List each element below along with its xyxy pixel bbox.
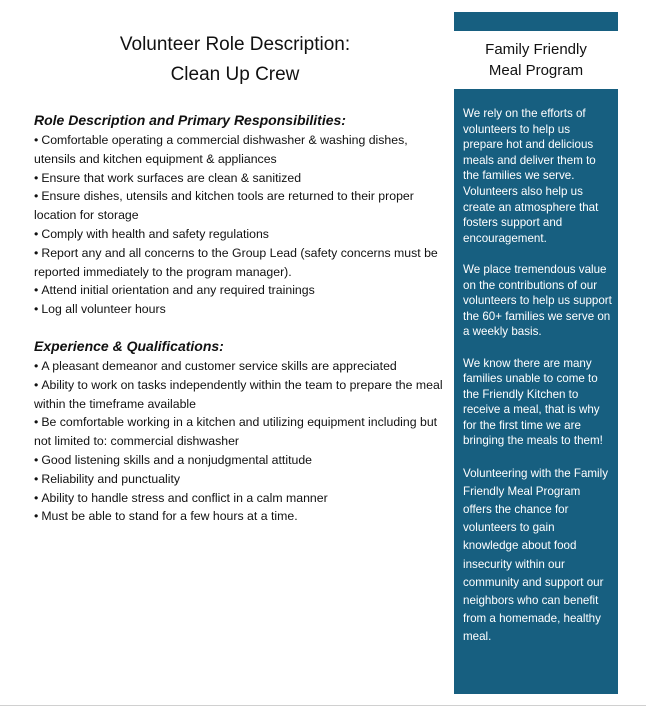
- sidebar-title: Family Friendly Meal Program: [485, 41, 587, 79]
- section-heading: Experience & Qualifications:: [34, 337, 224, 354]
- sidebar-paragraph: We rely on the efforts of volunteers to help us prepare hot and delicious meals and deliver them to the families we serve. Volunteers also help us create an atmosphere that fosters support and encouragement.: [463, 107, 599, 245]
- title-line-1: Volunteer Role Description:: [119, 34, 351, 55]
- bullet-icon: •: [34, 302, 39, 317]
- sidebar-paragraph: Volunteering with the Family Friendly Meal Program offers the chance for volunteers to gain knowledge about food insecurity within our community and support our neighbors who can benefit from a homemade, healthy meal.: [463, 466, 608, 644]
- qualifications-section: [34, 336, 444, 526]
- bullet-icon: •: [34, 358, 39, 373]
- list-item: • Comply with health and safety regulations: [34, 226, 269, 241]
- list-item: • Be comfortable working in a kitchen and utilizing equipment including but not limited to: commercial dishwasher: [34, 415, 438, 449]
- list-item: • Attend initial orientation and any required trainings: [34, 283, 315, 298]
- bullet-icon: •: [34, 377, 39, 392]
- bullet-icon: •: [34, 170, 39, 185]
- bullet-icon: •: [34, 471, 39, 486]
- list-item: • A pleasant demeanor and customer service skills are appreciated: [34, 358, 397, 373]
- list-item: • Ensure dishes, utensils and kitchen tools are returned to their proper location for storage: [34, 189, 414, 223]
- sidebar-paragraph: We place tremendous value on the contributions of our volunteers to help us support the 60+ families we serve on a weekly basis.: [463, 262, 612, 339]
- list-item: • Reliability and punctuality: [34, 471, 181, 486]
- bullet-icon: •: [34, 509, 39, 524]
- list-item: • Log all volunteer hours: [34, 302, 166, 317]
- bullet-icon: •: [34, 452, 39, 467]
- list-item: • Must be able to stand for a few hours at a time.: [34, 509, 298, 524]
- list-item: • Ensure that work surfaces are clean & sanitized: [34, 170, 302, 185]
- sidebar-top-bar: [454, 12, 618, 31]
- sidebar-panel: [454, 89, 618, 694]
- bullet-icon: •: [34, 189, 39, 204]
- responsibilities-section: [34, 110, 444, 319]
- title-line-2: Clean Up Crew: [170, 64, 300, 85]
- list-item: • Ability to work on tasks independently within the team to prepare the meal within the timeframe available: [34, 377, 443, 411]
- list-item: • Good listening skills and a nonjudgmental attitude: [34, 452, 313, 467]
- page-bottom-divider: [0, 705, 646, 706]
- list-item: • Comfortable operating a commercial dishwasher & washing dishes, utensils and kitchen equipment & appliances: [34, 133, 408, 166]
- bullet-icon: •: [34, 133, 39, 147]
- bullet-icon: •: [34, 245, 39, 260]
- list-item: • Ability to handle stress and conflict in a calm manner: [34, 490, 328, 505]
- section-heading: Role Description and Primary Responsibilities:: [34, 112, 346, 128]
- role-content: [34, 110, 444, 543]
- page-title: [20, 30, 450, 90]
- list-item: • Report any and all concerns to the Group Lead (safety concerns must be reported immediately to the program manager).: [34, 245, 438, 279]
- sidebar-paragraph: We know there are many families unable to come to the Friendly Kitchen to receive a meal, that is why for the first time we are bringing the meals to them!: [463, 356, 603, 448]
- bullet-icon: •: [34, 415, 39, 430]
- bullet-icon: •: [34, 490, 39, 505]
- bullet-icon: •: [34, 283, 39, 298]
- bullet-icon: •: [34, 226, 39, 241]
